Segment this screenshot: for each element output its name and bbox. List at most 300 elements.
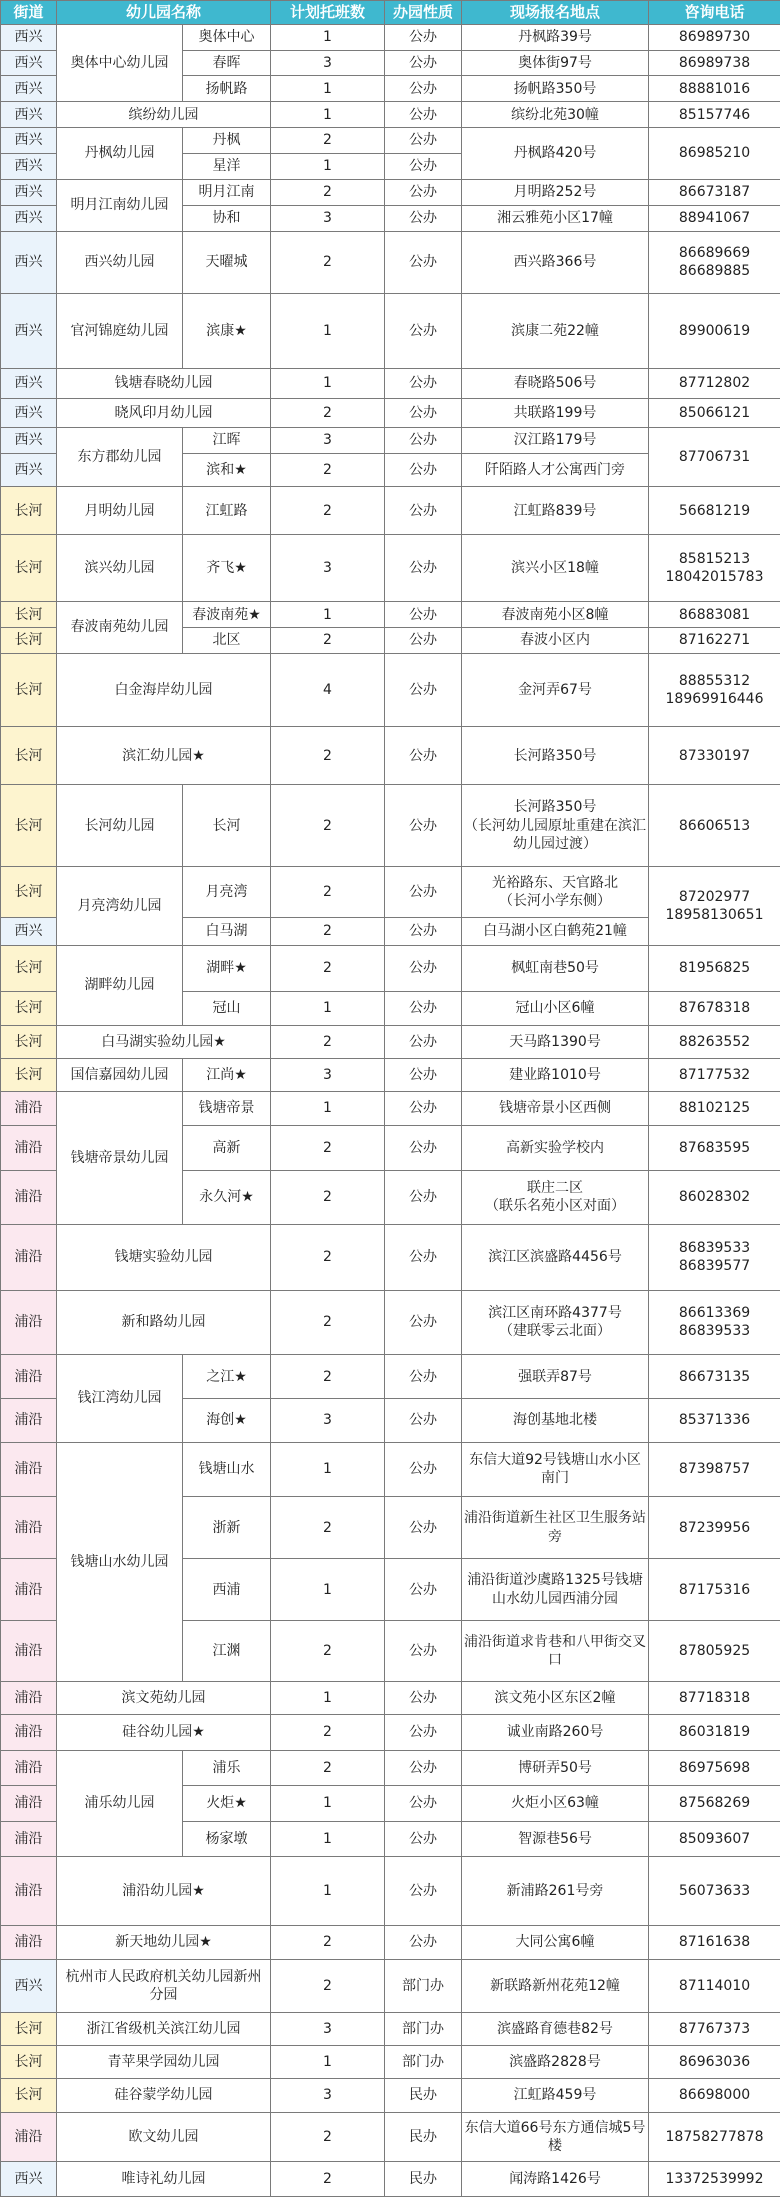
- type-cell: 公办: [385, 1821, 462, 1857]
- kindergarten-name-cell: 欧文幼儿园: [57, 2112, 271, 2162]
- district-cell: 西兴: [1, 231, 57, 293]
- phone-cell: 87202977 18958130651: [649, 867, 780, 946]
- address-cell: 白马湖小区白鹤苑21幢: [462, 917, 649, 945]
- kindergarten-name-cell: 东方郡幼儿园: [57, 427, 183, 486]
- classes-cell: 2: [271, 1497, 385, 1558]
- campus-cell: 齐飞★: [183, 535, 271, 602]
- header-row: [1, 1, 780, 25]
- address-cell: 东信大道92号钱塘山水小区南门: [462, 1442, 649, 1497]
- classes-cell: 1: [271, 602, 385, 628]
- type-cell: 民办: [385, 2162, 462, 2197]
- table-row: [1, 602, 780, 628]
- table-row: [1, 867, 780, 918]
- classes-cell: 2: [271, 486, 385, 534]
- classes-cell: 2: [271, 1025, 385, 1058]
- phone-cell: 86975698: [649, 1750, 780, 1786]
- campus-cell: 白马湖: [183, 917, 271, 945]
- phone-cell: 87330197: [649, 727, 780, 785]
- classes-cell: 2: [271, 179, 385, 205]
- type-cell: 公办: [385, 1715, 462, 1751]
- campus-cell: 明月江南: [183, 179, 271, 205]
- kindergarten-name-cell: 湖畔幼儿园: [57, 945, 183, 1025]
- district-cell: 长河: [1, 2045, 57, 2078]
- table-row: [1, 102, 780, 128]
- type-cell: 公办: [385, 785, 462, 867]
- district-cell: 西兴: [1, 102, 57, 128]
- classes-cell: 1: [271, 24, 385, 50]
- district-cell: 西兴: [1, 76, 57, 102]
- classes-cell: 2: [271, 917, 385, 945]
- kindergarten-name-cell: 杭州市人民政府机关幼儿园新州分园: [57, 1959, 271, 2013]
- phone-cell: 87239956: [649, 1497, 780, 1558]
- type-cell: 公办: [385, 1497, 462, 1558]
- type-cell: 公办: [385, 1926, 462, 1959]
- type-cell: 民办: [385, 2112, 462, 2162]
- district-cell: 浦沿: [1, 1786, 57, 1822]
- kindergarten-name-cell: 官河锦庭幼儿园: [57, 294, 183, 369]
- district-cell: 浦沿: [1, 1171, 57, 1225]
- address-cell: 新浦路261号旁: [462, 1857, 649, 1926]
- district-cell: 长河: [1, 2013, 57, 2045]
- classes-cell: 1: [271, 1558, 385, 1620]
- district-cell: 西兴: [1, 453, 57, 486]
- address-cell: 浦沿街道求肯巷和八甲街交叉口: [462, 1621, 649, 1681]
- type-cell: 公办: [385, 486, 462, 534]
- type-cell: 公办: [385, 24, 462, 50]
- classes-cell: 2: [271, 1355, 385, 1399]
- classes-cell: 2: [271, 1750, 385, 1786]
- phone-cell: 87712802: [649, 369, 780, 398]
- table-row: [1, 727, 780, 785]
- district-cell: 西兴: [1, 427, 57, 453]
- kindergarten-name-cell: 钱江湾幼儿园: [57, 1355, 183, 1442]
- classes-cell: 3: [271, 427, 385, 453]
- classes-cell: 1: [271, 1786, 385, 1822]
- address-cell: 滨江区南环路4377号 （建联零云北面）: [462, 1290, 649, 1355]
- table-row: [1, 294, 780, 369]
- classes-cell: 2: [271, 945, 385, 991]
- type-cell: 公办: [385, 992, 462, 1025]
- kindergarten-name-cell: 缤纷幼儿园: [57, 102, 271, 128]
- classes-cell: 1: [271, 992, 385, 1025]
- type-cell: 公办: [385, 535, 462, 602]
- district-cell: 长河: [1, 628, 57, 654]
- classes-cell: 2: [271, 1125, 385, 1170]
- campus-cell: 江晖: [183, 427, 271, 453]
- kindergarten-name-cell: 唯诗礼幼儿园: [57, 2162, 271, 2197]
- district-cell: 浦沿: [1, 1558, 57, 1620]
- address-cell: 扬帆路350号: [462, 76, 649, 102]
- table-row: [1, 2013, 780, 2045]
- classes-cell: 1: [271, 1821, 385, 1857]
- district-cell: 西兴: [1, 205, 57, 231]
- kindergarten-name-cell: 滨文苑幼儿园: [57, 1681, 271, 1714]
- table-row: [1, 231, 780, 293]
- type-cell: 公办: [385, 1750, 462, 1786]
- district-cell: 长河: [1, 535, 57, 602]
- classes-cell: 3: [271, 2013, 385, 2045]
- type-cell: 公办: [385, 945, 462, 991]
- phone-cell: 87683595: [649, 1125, 780, 1170]
- table-row: [1, 535, 780, 602]
- district-cell: 浦沿: [1, 1355, 57, 1399]
- phone-cell: 18758277878: [649, 2112, 780, 2162]
- type-cell: 公办: [385, 1171, 462, 1225]
- campus-cell: 江虹路: [183, 486, 271, 534]
- classes-cell: 2: [271, 398, 385, 427]
- campus-cell: 协和: [183, 205, 271, 231]
- classes-cell: 2: [271, 1224, 385, 1290]
- type-cell: 公办: [385, 628, 462, 654]
- district-cell: 浦沿: [1, 1125, 57, 1170]
- type-cell: 公办: [385, 867, 462, 918]
- campus-cell: 春晖: [183, 50, 271, 76]
- classes-cell: 2: [271, 727, 385, 785]
- address-cell: 枫虹南巷50号: [462, 945, 649, 991]
- address-cell: 联庄二区 （联乐名苑小区对面）: [462, 1171, 649, 1225]
- type-cell: 民办: [385, 2079, 462, 2112]
- address-cell: 春波小区内: [462, 628, 649, 654]
- phone-cell: 86989730: [649, 24, 780, 50]
- type-cell: 公办: [385, 602, 462, 628]
- classes-cell: 2: [271, 1959, 385, 2013]
- address-cell: 汉江路179号: [462, 427, 649, 453]
- address-cell: 奥体街97号: [462, 50, 649, 76]
- classes-cell: 4: [271, 653, 385, 726]
- phone-cell: 88855312 18969916446: [649, 653, 780, 726]
- col-header-phone: 咨询电话: [649, 1, 780, 25]
- campus-cell: 春波南苑★: [183, 602, 271, 628]
- classes-cell: 1: [271, 2045, 385, 2078]
- phone-cell: 85815213 18042015783: [649, 535, 780, 602]
- kindergarten-name-cell: 浦沿幼儿园★: [57, 1857, 271, 1926]
- classes-cell: 2: [271, 1621, 385, 1681]
- district-cell: 西兴: [1, 294, 57, 369]
- phone-cell: 86028302: [649, 1171, 780, 1225]
- type-cell: 公办: [385, 427, 462, 453]
- table-row: [1, 179, 780, 205]
- address-cell: 湘云雅苑小区17幢: [462, 205, 649, 231]
- campus-cell: 滨康★: [183, 294, 271, 369]
- table-row: [1, 2162, 780, 2197]
- district-cell: 西兴: [1, 128, 57, 154]
- campus-cell: 杨家墩: [183, 1821, 271, 1857]
- type-cell: 公办: [385, 1224, 462, 1290]
- classes-cell: 1: [271, 154, 385, 180]
- district-cell: 长河: [1, 785, 57, 867]
- table-row: [1, 1025, 780, 1058]
- classes-cell: 2: [271, 1926, 385, 1959]
- phone-cell: 85157746: [649, 102, 780, 128]
- phone-cell: 88263552: [649, 1025, 780, 1058]
- campus-cell: 奥体中心: [183, 24, 271, 50]
- classes-cell: 2: [271, 1171, 385, 1225]
- district-cell: 浦沿: [1, 1497, 57, 1558]
- phone-cell: 56073633: [649, 1857, 780, 1926]
- type-cell: 部门办: [385, 2045, 462, 2078]
- table-row: [1, 945, 780, 991]
- address-cell: 滨江区滨盛路4456号: [462, 1224, 649, 1290]
- kindergarten-name-cell: 白马湖实验幼儿园★: [57, 1025, 271, 1058]
- district-cell: 西兴: [1, 398, 57, 427]
- district-cell: 浦沿: [1, 1399, 57, 1442]
- address-cell: 滨盛路2828号: [462, 2045, 649, 2078]
- kindergarten-name-cell: 奥体中心幼儿园: [57, 24, 183, 102]
- district-cell: 西兴: [1, 917, 57, 945]
- table-row: [1, 1058, 780, 1091]
- address-cell: 大同公寓6幢: [462, 1926, 649, 1959]
- type-cell: 公办: [385, 154, 462, 180]
- kindergarten-name-cell: 新天地幼儿园★: [57, 1926, 271, 1959]
- campus-cell: 长河: [183, 785, 271, 867]
- classes-cell: 2: [271, 785, 385, 867]
- classes-cell: 3: [271, 50, 385, 76]
- type-cell: 公办: [385, 917, 462, 945]
- phone-cell: 56681219: [649, 486, 780, 534]
- table-row: [1, 486, 780, 534]
- phone-cell: 86883081: [649, 602, 780, 628]
- classes-cell: 3: [271, 1058, 385, 1091]
- address-cell: 春波南苑小区8幢: [462, 602, 649, 628]
- district-cell: 浦沿: [1, 1926, 57, 1959]
- campus-cell: 北区: [183, 628, 271, 654]
- col-header-address: 现场报名地点: [462, 1, 649, 25]
- phone-cell: 85093607: [649, 1821, 780, 1857]
- address-cell: 长河路350号: [462, 727, 649, 785]
- district-cell: 浦沿: [1, 1621, 57, 1681]
- table-row: [1, 1092, 780, 1125]
- address-cell: 阡陌路人才公寓西门旁: [462, 453, 649, 486]
- classes-cell: 2: [271, 453, 385, 486]
- kindergarten-name-cell: 钱塘山水幼儿园: [57, 1442, 183, 1681]
- campus-cell: 滨和★: [183, 453, 271, 486]
- address-cell: 东信大道66号东方通信城5号楼: [462, 2112, 649, 2162]
- campus-cell: 高新: [183, 1125, 271, 1170]
- kindergarten-name-cell: 明月江南幼儿园: [57, 179, 183, 231]
- campus-cell: 星洋: [183, 154, 271, 180]
- classes-cell: 3: [271, 535, 385, 602]
- address-cell: 诚业南路260号: [462, 1715, 649, 1751]
- kindergarten-name-cell: 春波南苑幼儿园: [57, 602, 183, 654]
- table-row: [1, 1857, 780, 1926]
- type-cell: 公办: [385, 1681, 462, 1714]
- type-cell: 部门办: [385, 2013, 462, 2045]
- classes-cell: 2: [271, 1290, 385, 1355]
- table-row: [1, 1224, 780, 1290]
- type-cell: 公办: [385, 1025, 462, 1058]
- phone-cell: 86689669 86689885: [649, 231, 780, 293]
- table-row: [1, 653, 780, 726]
- district-cell: 长河: [1, 1058, 57, 1091]
- campus-cell: 永久河★: [183, 1171, 271, 1225]
- district-cell: 浦沿: [1, 1092, 57, 1125]
- col-header-classes: 计划托班数: [271, 1, 385, 25]
- table-row: [1, 24, 780, 50]
- district-cell: 西兴: [1, 154, 57, 180]
- table-row: [1, 1681, 780, 1714]
- phone-cell: 87706731: [649, 427, 780, 486]
- col-header-type: 办园性质: [385, 1, 462, 25]
- type-cell: 公办: [385, 1092, 462, 1125]
- district-cell: 浦沿: [1, 1821, 57, 1857]
- phone-cell: 87568269: [649, 1786, 780, 1822]
- type-cell: 公办: [385, 1857, 462, 1926]
- campus-cell: 浙新: [183, 1497, 271, 1558]
- campus-cell: 西浦: [183, 1558, 271, 1620]
- table-row: [1, 398, 780, 427]
- type-cell: 公办: [385, 179, 462, 205]
- table-row: [1, 1926, 780, 1959]
- address-cell: 金河弄67号: [462, 653, 649, 726]
- kindergarten-name-cell: 丹枫幼儿园: [57, 128, 183, 180]
- campus-cell: 扬帆路: [183, 76, 271, 102]
- type-cell: 公办: [385, 1290, 462, 1355]
- classes-cell: 2: [271, 1715, 385, 1751]
- classes-cell: 2: [271, 2162, 385, 2197]
- phone-cell: 86673135: [649, 1355, 780, 1399]
- kindergarten-name-cell: 新和路幼儿园: [57, 1290, 271, 1355]
- campus-cell: 丹枫: [183, 128, 271, 154]
- phone-cell: 86613369 86839533: [649, 1290, 780, 1355]
- campus-cell: 海创★: [183, 1399, 271, 1442]
- classes-cell: 1: [271, 369, 385, 398]
- address-cell: 高新实验学校内: [462, 1125, 649, 1170]
- kindergarten-name-cell: 月明幼儿园: [57, 486, 183, 534]
- address-cell: 钱塘帝景小区西侧: [462, 1092, 649, 1125]
- table-row: [1, 2079, 780, 2112]
- kindergarten-name-cell: 西兴幼儿园: [57, 231, 183, 293]
- phone-cell: 87162271: [649, 628, 780, 654]
- kindergarten-name-cell: 白金海岸幼儿园: [57, 653, 271, 726]
- district-cell: 长河: [1, 992, 57, 1025]
- address-cell: 火炬小区63幢: [462, 1786, 649, 1822]
- address-cell: 新联路新州花苑12幢: [462, 1959, 649, 2013]
- campus-cell: 江渊: [183, 1621, 271, 1681]
- phone-cell: 85371336: [649, 1399, 780, 1442]
- classes-cell: 1: [271, 1681, 385, 1714]
- type-cell: 公办: [385, 128, 462, 154]
- classes-cell: 2: [271, 2112, 385, 2162]
- phone-cell: 87175316: [649, 1558, 780, 1620]
- type-cell: 公办: [385, 294, 462, 369]
- address-cell: 丹枫路39号: [462, 24, 649, 50]
- kindergarten-name-cell: 浙江省级机关滨江幼儿园: [57, 2013, 271, 2045]
- district-cell: 长河: [1, 2079, 57, 2112]
- district-cell: 浦沿: [1, 1290, 57, 1355]
- table-row: [1, 1750, 780, 1786]
- phone-cell: 88881016: [649, 76, 780, 102]
- campus-cell: 天曜城: [183, 231, 271, 293]
- phone-cell: 13372539992: [649, 2162, 780, 2197]
- kindergarten-name-cell: 晓风印月幼儿园: [57, 398, 271, 427]
- campus-cell: 月亮湾: [183, 867, 271, 918]
- classes-cell: 1: [271, 1857, 385, 1926]
- address-cell: 滨文苑小区东区2幢: [462, 1681, 649, 1714]
- type-cell: 公办: [385, 1786, 462, 1822]
- district-cell: 西兴: [1, 369, 57, 398]
- classes-cell: 3: [271, 205, 385, 231]
- table-row: [1, 2045, 780, 2078]
- address-cell: 浦沿街道沙虞路1325号钱塘山水幼儿园西浦分园: [462, 1558, 649, 1620]
- type-cell: 公办: [385, 1058, 462, 1091]
- phone-cell: 87805925: [649, 1621, 780, 1681]
- kindergarten-name-cell: 滨汇幼儿园★: [57, 727, 271, 785]
- col-header-kindergarten: 幼儿园名称: [57, 1, 271, 25]
- phone-cell: 86989738: [649, 50, 780, 76]
- district-cell: 浦沿: [1, 1750, 57, 1786]
- classes-cell: 1: [271, 102, 385, 128]
- phone-cell: 86031819: [649, 1715, 780, 1751]
- phone-cell: 86839533 86839577: [649, 1224, 780, 1290]
- type-cell: 公办: [385, 231, 462, 293]
- type-cell: 公办: [385, 1558, 462, 1620]
- table-row: [1, 1290, 780, 1355]
- type-cell: 公办: [385, 76, 462, 102]
- type-cell: 公办: [385, 653, 462, 726]
- address-cell: 长河路350号 （长河幼儿园原址重建在滨汇幼儿园过渡）: [462, 785, 649, 867]
- campus-cell: 浦乐: [183, 1750, 271, 1786]
- phone-cell: 88102125: [649, 1092, 780, 1125]
- classes-cell: 3: [271, 1399, 385, 1442]
- type-cell: 公办: [385, 1355, 462, 1399]
- address-cell: 江虹路459号: [462, 2079, 649, 2112]
- district-cell: 浦沿: [1, 1681, 57, 1714]
- campus-cell: 冠山: [183, 992, 271, 1025]
- address-cell: 强联弄87号: [462, 1355, 649, 1399]
- campus-cell: 之江★: [183, 1355, 271, 1399]
- kindergarten-name-cell: 钱塘春晓幼儿园: [57, 369, 271, 398]
- kindergarten-name-cell: 国信嘉园幼儿园: [57, 1058, 183, 1091]
- type-cell: 公办: [385, 453, 462, 486]
- phone-cell: 87678318: [649, 992, 780, 1025]
- address-cell: 海创基地北楼: [462, 1399, 649, 1442]
- classes-cell: 3: [271, 2079, 385, 2112]
- classes-cell: 2: [271, 628, 385, 654]
- district-cell: 浦沿: [1, 1715, 57, 1751]
- table-row: [1, 1355, 780, 1399]
- district-cell: 西兴: [1, 24, 57, 50]
- address-cell: 江虹路839号: [462, 486, 649, 534]
- district-cell: 浦沿: [1, 1442, 57, 1497]
- address-cell: 浦沿街道新生社区卫生服务站旁: [462, 1497, 649, 1558]
- campus-cell: 火炬★: [183, 1786, 271, 1822]
- district-cell: 西兴: [1, 50, 57, 76]
- address-cell: 滨康二苑22幢: [462, 294, 649, 369]
- district-cell: 长河: [1, 486, 57, 534]
- classes-cell: 1: [271, 294, 385, 369]
- address-cell: 光裕路东、天官路北 （长河小学东侧）: [462, 867, 649, 918]
- kindergarten-name-cell: 浦乐幼儿园: [57, 1750, 183, 1857]
- phone-cell: 87161638: [649, 1926, 780, 1959]
- district-cell: 西兴: [1, 1959, 57, 2013]
- address-cell: 丹枫路420号: [462, 128, 649, 180]
- address-cell: 春晓路506号: [462, 369, 649, 398]
- district-cell: 西兴: [1, 179, 57, 205]
- classes-cell: 1: [271, 1092, 385, 1125]
- campus-cell: 钱塘帝景: [183, 1092, 271, 1125]
- campus-cell: 江尚★: [183, 1058, 271, 1091]
- kindergarten-name-cell: 长河幼儿园: [57, 785, 183, 867]
- classes-cell: 1: [271, 1442, 385, 1497]
- address-cell: 滨兴小区18幢: [462, 535, 649, 602]
- kindergarten-name-cell: 硅谷幼儿园★: [57, 1715, 271, 1751]
- type-cell: 公办: [385, 1621, 462, 1681]
- table-row: [1, 1442, 780, 1497]
- kindergarten-name-cell: 钱塘帝景幼儿园: [57, 1092, 183, 1225]
- district-cell: 长河: [1, 727, 57, 785]
- district-cell: 长河: [1, 945, 57, 991]
- type-cell: 公办: [385, 102, 462, 128]
